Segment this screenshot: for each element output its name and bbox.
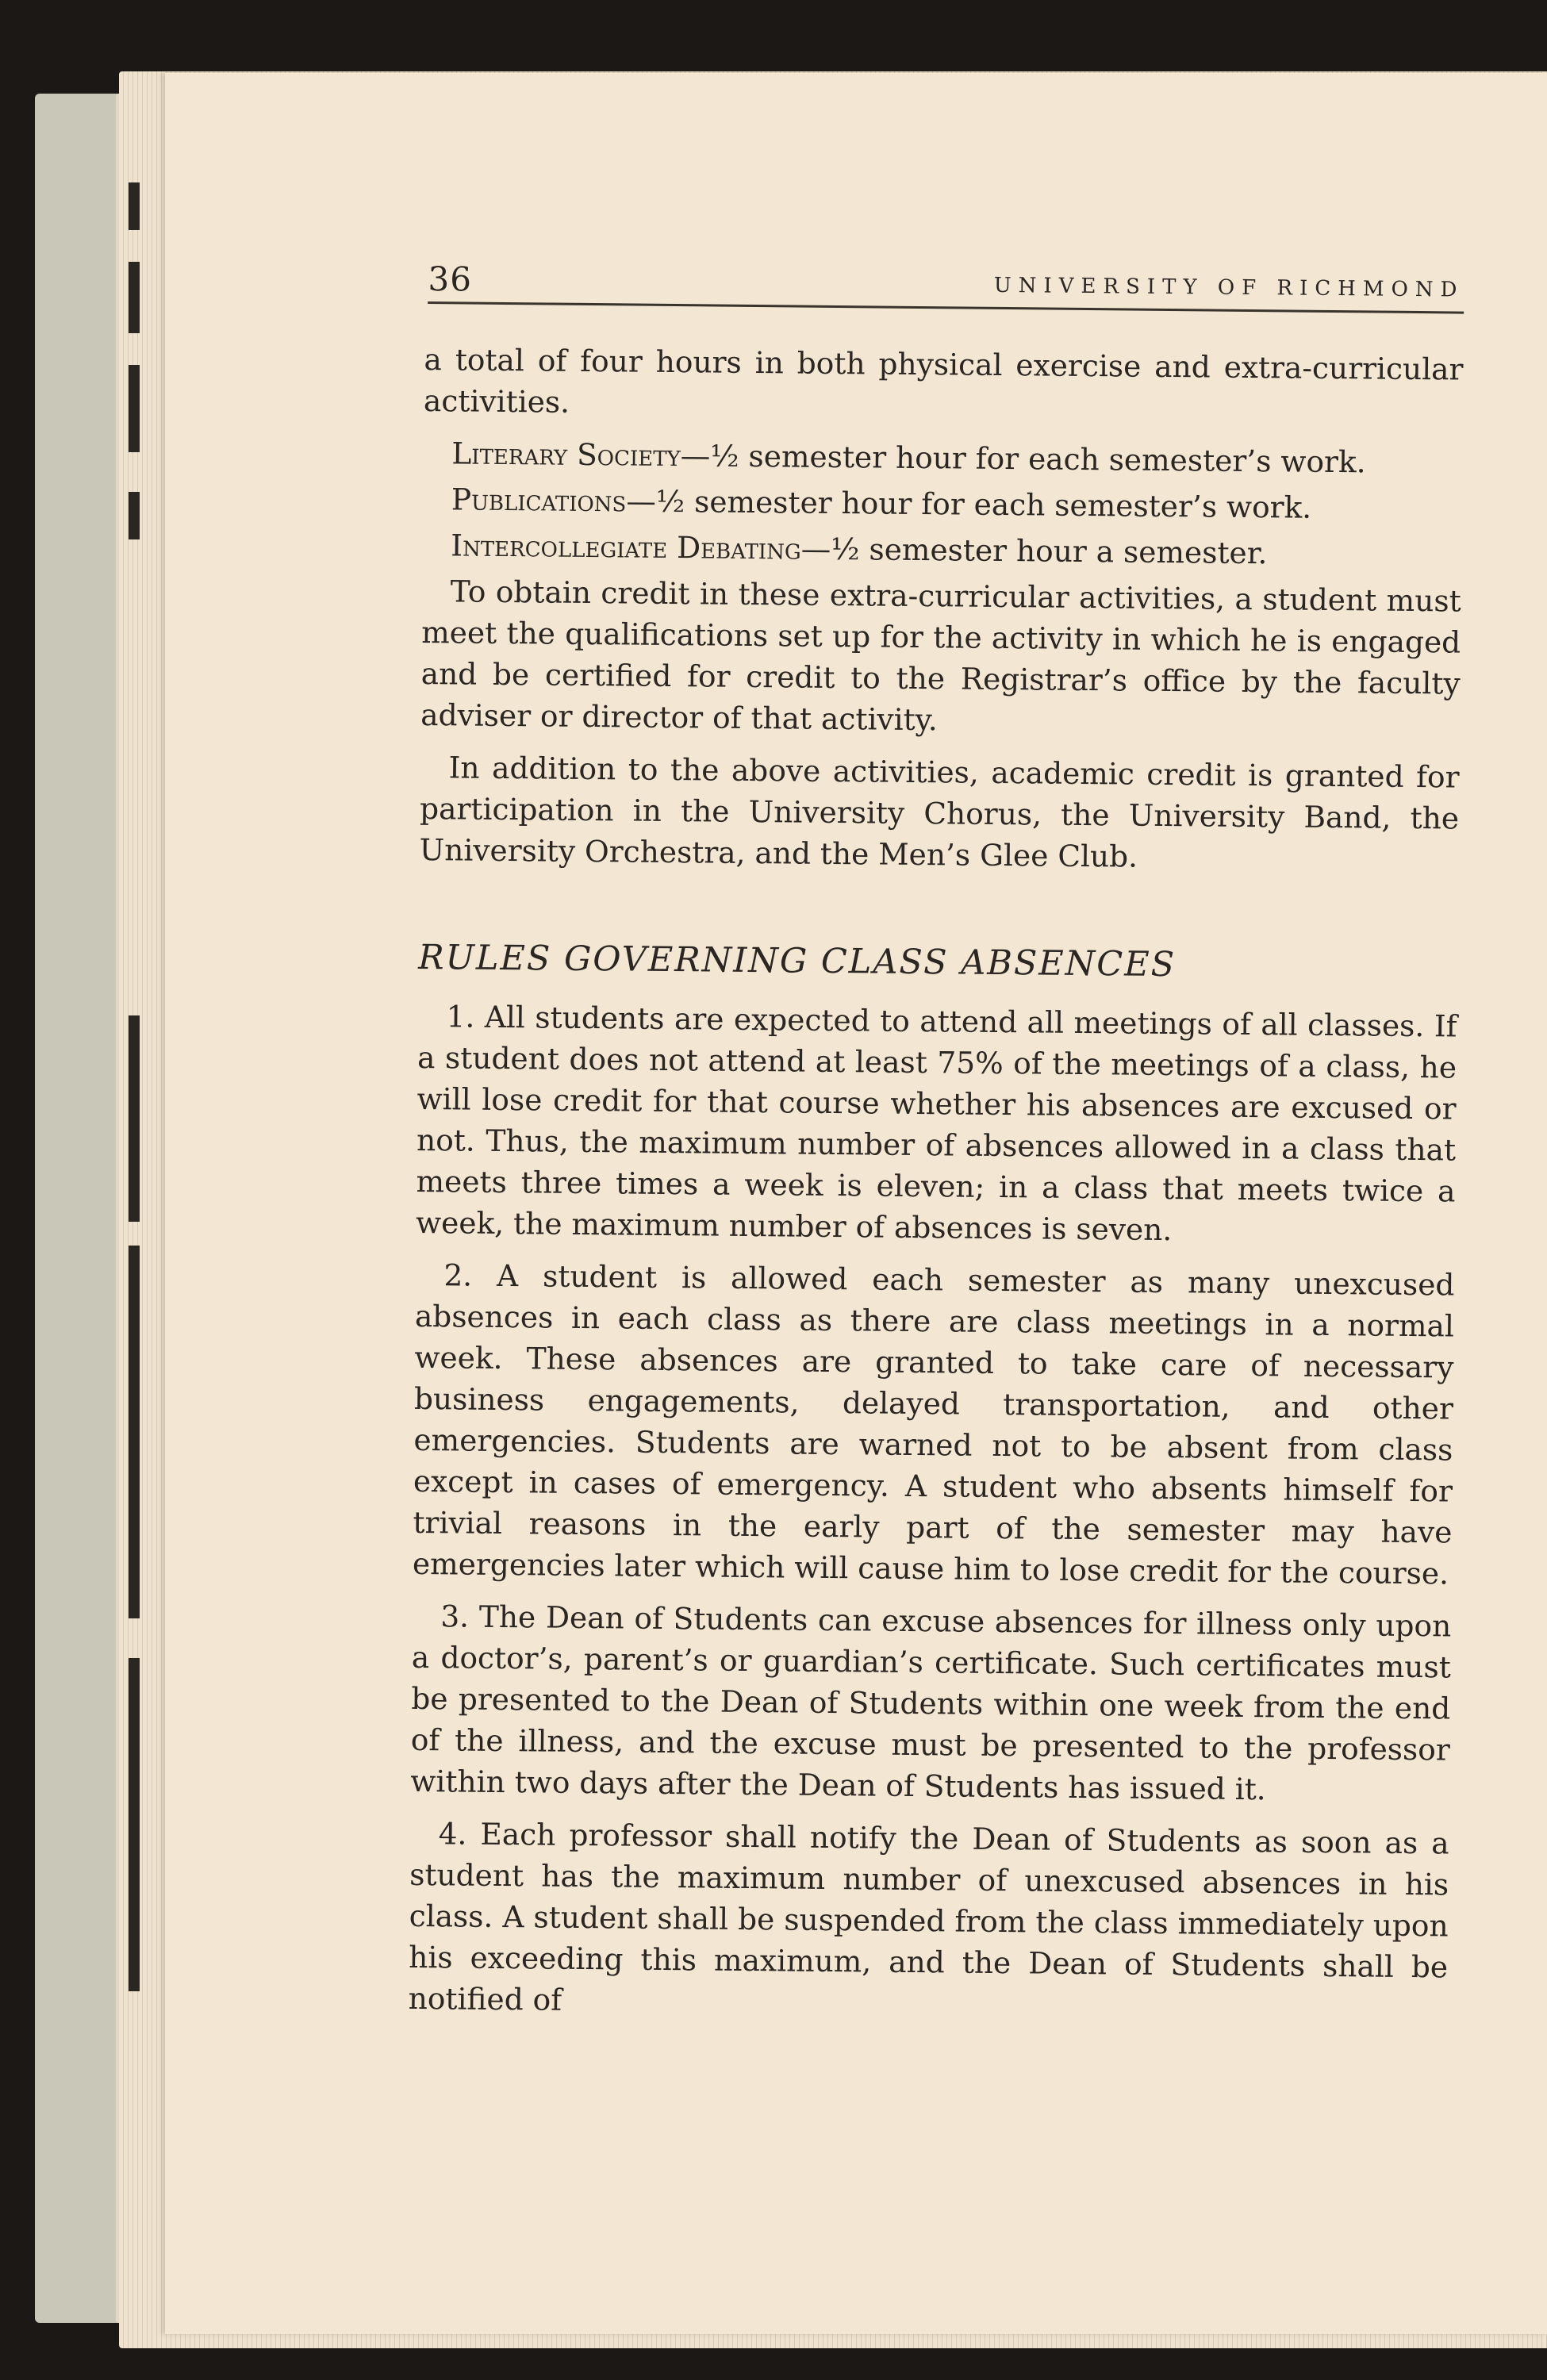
activity-credit: —½ semester hour for each semester’s work. — [680, 438, 1366, 480]
page-content — [408, 238, 1464, 2040]
spine-mark — [129, 182, 140, 230]
spine-text-marks — [127, 151, 141, 2086]
activity-credit: —½ semester hour a semester. — [800, 531, 1268, 571]
continuation-paragraph: a total of four hours in both physical exercise and extra-curricular activities. — [423, 341, 1464, 420]
rule-paragraph: 2. A student is allowed each semester as many unexcused absences in each class as there are class meetings in a normal week. These absences are granted to take care of necessary business engagements, delayed transportation, and other emergencies. Students are warned not to be absent from class except in cases of emergency. A student who absents himself for trivial reasons in the early part of the semester may have emergencies later which will cause him to lose credit for the course. — [412, 1257, 1455, 1591]
rule-paragraph: 3. The Dean of Students can excuse absences for illness only upon a doctor’s, parent’s or guardian’s certificate. Such certificates must be presented to the Dean of Students within one week from the end of the illness, and the excuse must be presented to the professor within two days after the Dean of Students has issued it. — [410, 1599, 1452, 1807]
activity-entry — [423, 432, 1462, 484]
spine-mark — [129, 1015, 140, 1222]
running-head-title: UNIVERSITY OF RICHMOND — [993, 273, 1464, 302]
spine-mark — [129, 365, 140, 452]
activity-entry — [422, 524, 1461, 576]
spine-mark — [129, 1658, 140, 1991]
rule-paragraph: 4. Each professor shall notify the Dean of Students as soon as a student has the maximum number of unexcused absences in his class. A student shall be suspended from the class immediately upon his exceeding this maximum, and the Dean of Students shall be notified of — [408, 1816, 1449, 2017]
page-number: 36 — [428, 259, 473, 299]
rule-paragraph: 1. All students are expected to attend all meetings of all classes. If a student does not attend at least 75% of the meetings of a class, he will lose credit for that course whether his absences are excused or not. Thus, the maximum number of absences allowed in a class that meets three times a week is eleven; in a class that meets twice a week, the maximum number of absences is seven. — [415, 999, 1457, 1248]
body-paragraph: In addition to the above activities, academic credit is granted for participation in the University Chorus, the University Band, the University Orchestra, and the Men’s Glee Club. — [419, 750, 1460, 874]
spine-mark — [129, 492, 140, 539]
activity-credit: —½ semester hour for each semester’s work. — [626, 483, 1312, 525]
section-heading: RULES GOVERNING CLASS ABSENCES — [418, 937, 1177, 985]
activity-entry — [423, 478, 1462, 530]
activity-name: Publications — [451, 482, 627, 519]
page-body — [408, 339, 1463, 2029]
spine-mark — [129, 1246, 140, 1618]
activity-name: Literary Society — [451, 436, 681, 474]
body-paragraph: To obtain credit in these extra-curricular activities, a student must meet the qualifications set up for the activity in which he is engaged and be certified for credit to the Registrar’s office by the faculty adviser or director of that activity. — [420, 574, 1461, 738]
activity-name: Intercollegiate Debating — [451, 528, 801, 566]
spine-mark — [129, 262, 140, 333]
running-head — [428, 238, 1464, 314]
